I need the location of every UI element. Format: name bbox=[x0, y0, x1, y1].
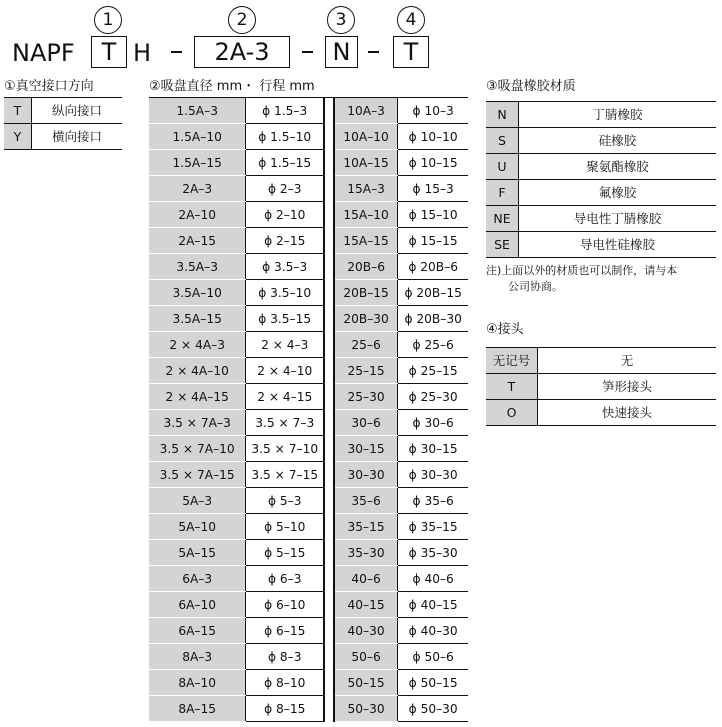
model-h: H bbox=[133, 39, 152, 67]
column-gap bbox=[324, 488, 334, 514]
code-cell-left: 3.5A–10 bbox=[149, 280, 246, 306]
separator-dash-2 bbox=[302, 51, 313, 53]
column-gap bbox=[324, 514, 334, 540]
code-cell-right: 30–30 bbox=[334, 462, 398, 488]
code-cell-left: 8A–15 bbox=[149, 696, 246, 722]
column-gap bbox=[324, 384, 334, 410]
diameter-stroke-table bbox=[149, 97, 468, 722]
code-cell-left: 8A–3 bbox=[149, 644, 246, 670]
size-cell-left: ϕ 5–3 bbox=[246, 488, 324, 514]
table-row bbox=[486, 232, 716, 258]
table-row bbox=[149, 436, 468, 462]
code-cell-right: 15A–15 bbox=[334, 228, 398, 254]
size-cell-left: ϕ 1.5–3 bbox=[246, 98, 324, 124]
column-gap bbox=[324, 280, 334, 306]
table-row bbox=[149, 540, 468, 566]
code-cell-right: 50–6 bbox=[334, 644, 398, 670]
size-cell-left: ϕ 6–3 bbox=[246, 566, 324, 592]
code-cell-left: 1.5A–15 bbox=[149, 150, 246, 176]
table-row bbox=[149, 254, 468, 280]
desc-cell: 导电性丁腈橡胶 bbox=[519, 206, 717, 232]
desc-cell: 笋形接头 bbox=[538, 374, 717, 400]
column-gap bbox=[324, 670, 334, 696]
size-cell-left: 2 × 4–15 bbox=[246, 384, 324, 410]
size-cell-right: ϕ 25–30 bbox=[398, 384, 468, 410]
code-cell: T bbox=[4, 98, 32, 124]
size-cell-left: ϕ 8–15 bbox=[246, 696, 324, 722]
desc-cell: 横向接口 bbox=[32, 124, 123, 150]
column-gap bbox=[324, 618, 334, 644]
size-cell-left: ϕ 5–15 bbox=[246, 540, 324, 566]
code-cell-left: 6A–15 bbox=[149, 618, 246, 644]
size-cell-right: ϕ 40–6 bbox=[398, 566, 468, 592]
size-cell-left: ϕ 8–3 bbox=[246, 644, 324, 670]
code-cell: NE bbox=[486, 206, 519, 232]
rubber-material-table bbox=[486, 101, 716, 258]
code-cell-right: 15A–10 bbox=[334, 202, 398, 228]
note-line-1: 注)上面以外的材质也可以制作，请与本 bbox=[486, 264, 678, 277]
table-row bbox=[486, 348, 716, 374]
size-cell-left: ϕ 2–10 bbox=[246, 202, 324, 228]
code-cell: S bbox=[486, 128, 519, 154]
box-fitting: T bbox=[393, 36, 429, 68]
table-row bbox=[149, 124, 468, 150]
column-gap bbox=[324, 566, 334, 592]
code-cell-right: 25–30 bbox=[334, 384, 398, 410]
size-cell-right: ϕ 10–10 bbox=[398, 124, 468, 150]
code-cell: SE bbox=[486, 232, 519, 258]
model-prefix: NAPF bbox=[12, 39, 75, 67]
column-gap bbox=[324, 124, 334, 150]
code-cell-right: 40–15 bbox=[334, 592, 398, 618]
desc-cell: 纵向接口 bbox=[32, 98, 123, 124]
code-cell: U bbox=[486, 154, 519, 180]
connection-direction-table bbox=[4, 97, 122, 150]
column-gap bbox=[324, 150, 334, 176]
box-rubber-material: N bbox=[325, 36, 358, 68]
marker-4: 4 bbox=[397, 6, 425, 34]
table-row bbox=[149, 98, 468, 124]
code-cell: O bbox=[486, 400, 538, 426]
code-cell-left: 2A–10 bbox=[149, 202, 246, 228]
code-cell-left: 3.5A–3 bbox=[149, 254, 246, 280]
table-row bbox=[486, 180, 716, 206]
table-row bbox=[149, 462, 468, 488]
code-cell: N bbox=[486, 102, 519, 128]
size-cell-left: ϕ 8–10 bbox=[246, 670, 324, 696]
size-cell-left: ϕ 3.5–3 bbox=[246, 254, 324, 280]
table-row bbox=[4, 124, 122, 150]
table-row bbox=[486, 154, 716, 180]
column-gap bbox=[324, 436, 334, 462]
code-cell-left: 6A–3 bbox=[149, 566, 246, 592]
table-row bbox=[149, 696, 468, 722]
size-cell-right: ϕ 35–30 bbox=[398, 540, 468, 566]
table-row bbox=[486, 102, 716, 128]
table-row bbox=[149, 306, 468, 332]
table-row bbox=[149, 618, 468, 644]
table-row bbox=[149, 176, 468, 202]
separator-dash-1 bbox=[171, 51, 182, 53]
code-cell-right: 35–30 bbox=[334, 540, 398, 566]
size-cell-right: ϕ 10–15 bbox=[398, 150, 468, 176]
column-gap bbox=[324, 592, 334, 618]
code-cell-right: 50–30 bbox=[334, 696, 398, 722]
size-cell-right: ϕ 30–30 bbox=[398, 462, 468, 488]
desc-cell: 氟橡胶 bbox=[519, 180, 717, 206]
code-cell-left: 8A–10 bbox=[149, 670, 246, 696]
size-cell-left: ϕ 6–10 bbox=[246, 592, 324, 618]
table-row bbox=[486, 128, 716, 154]
size-cell-right: ϕ 50–15 bbox=[398, 670, 468, 696]
table-row bbox=[149, 670, 468, 696]
table-row bbox=[149, 202, 468, 228]
size-cell-right: ϕ 35–15 bbox=[398, 514, 468, 540]
column-gap bbox=[324, 332, 334, 358]
desc-cell: 聚氨酯橡胶 bbox=[519, 154, 717, 180]
code-cell-right: 10A–3 bbox=[334, 98, 398, 124]
column-gap bbox=[324, 202, 334, 228]
desc-cell: 导电性硅橡胶 bbox=[519, 232, 717, 258]
size-cell-right: ϕ 25–6 bbox=[398, 332, 468, 358]
table-row bbox=[149, 592, 468, 618]
size-cell-right: ϕ 20B–30 bbox=[398, 306, 468, 332]
code-cell-right: 20B–6 bbox=[334, 254, 398, 280]
column-gap bbox=[324, 98, 334, 124]
column-gap bbox=[324, 176, 334, 202]
section4-title: ④接头 bbox=[486, 322, 524, 337]
column-gap bbox=[324, 254, 334, 280]
fitting-table bbox=[486, 347, 716, 426]
size-cell-right: ϕ 30–15 bbox=[398, 436, 468, 462]
table-row bbox=[149, 514, 468, 540]
size-cell-left: ϕ 2–15 bbox=[246, 228, 324, 254]
code-cell-right: 50–15 bbox=[334, 670, 398, 696]
size-cell-left: 3.5 × 7–15 bbox=[246, 462, 324, 488]
code-cell-left: 3.5 × 7A–3 bbox=[149, 410, 246, 436]
size-cell-right: ϕ 50–6 bbox=[398, 644, 468, 670]
size-cell-left: ϕ 3.5–15 bbox=[246, 306, 324, 332]
code-cell-right: 15A–3 bbox=[334, 176, 398, 202]
column-gap bbox=[324, 358, 334, 384]
size-cell-right: ϕ 10–3 bbox=[398, 98, 468, 124]
table-row bbox=[149, 332, 468, 358]
code-cell-right: 10A–15 bbox=[334, 150, 398, 176]
size-cell-left: ϕ 2–3 bbox=[246, 176, 324, 202]
table-row bbox=[149, 228, 468, 254]
table-row bbox=[149, 566, 468, 592]
code-cell-left: 5A–15 bbox=[149, 540, 246, 566]
code-cell-right: 25–15 bbox=[334, 358, 398, 384]
size-cell-left: ϕ 3.5–10 bbox=[246, 280, 324, 306]
size-cell-left: ϕ 5–10 bbox=[246, 514, 324, 540]
table-row bbox=[486, 206, 716, 232]
code-cell-left: 6A–10 bbox=[149, 592, 246, 618]
size-cell-right: ϕ 20B–6 bbox=[398, 254, 468, 280]
code-cell-right: 40–6 bbox=[334, 566, 398, 592]
column-gap bbox=[324, 462, 334, 488]
column-gap bbox=[324, 306, 334, 332]
code-cell-left: 3.5A–15 bbox=[149, 306, 246, 332]
code-cell-left: 2 × 4A–10 bbox=[149, 358, 246, 384]
desc-cell: 硅橡胶 bbox=[519, 128, 717, 154]
code-cell-right: 10A–10 bbox=[334, 124, 398, 150]
marker-2: 2 bbox=[228, 6, 256, 34]
table-row bbox=[149, 644, 468, 670]
code-cell: F bbox=[486, 180, 519, 206]
size-cell-left: ϕ 6–15 bbox=[246, 618, 324, 644]
size-cell-right: ϕ 15–15 bbox=[398, 228, 468, 254]
size-cell-left: ϕ 1.5–15 bbox=[246, 150, 324, 176]
size-cell-right: ϕ 40–15 bbox=[398, 592, 468, 618]
code-cell-right: 35–6 bbox=[334, 488, 398, 514]
material-note bbox=[486, 263, 718, 295]
code-cell: T bbox=[486, 374, 538, 400]
size-cell-left: 3.5 × 7–10 bbox=[246, 436, 324, 462]
size-cell-left: 2 × 4–10 bbox=[246, 358, 324, 384]
table-row bbox=[149, 358, 468, 384]
table-row bbox=[486, 374, 716, 400]
code-cell-right: 40–30 bbox=[334, 618, 398, 644]
box-diameter-stroke: 2A-3 bbox=[194, 36, 290, 68]
code-cell-left: 3.5 × 7A–10 bbox=[149, 436, 246, 462]
code-cell-right: 25–6 bbox=[334, 332, 398, 358]
code-cell: 无记号 bbox=[486, 348, 538, 374]
code-cell-left: 2A–15 bbox=[149, 228, 246, 254]
code-cell-left: 3.5 × 7A–15 bbox=[149, 462, 246, 488]
code-cell-left: 1.5A–3 bbox=[149, 98, 246, 124]
separator-dash-3 bbox=[368, 51, 379, 53]
size-cell-right: ϕ 20B–15 bbox=[398, 280, 468, 306]
box-connection-direction: T bbox=[91, 36, 127, 68]
code-cell-left: 2 × 4A–15 bbox=[149, 384, 246, 410]
column-gap bbox=[324, 644, 334, 670]
code-cell-left: 5A–10 bbox=[149, 514, 246, 540]
desc-cell: 丁腈橡胶 bbox=[519, 102, 717, 128]
marker-1: 1 bbox=[94, 6, 122, 34]
column-gap bbox=[324, 410, 334, 436]
desc-cell: 无 bbox=[538, 348, 717, 374]
table-row bbox=[149, 280, 468, 306]
code-cell-left: 2A–3 bbox=[149, 176, 246, 202]
code-cell-left: 2 × 4A–3 bbox=[149, 332, 246, 358]
size-cell-left: 3.5 × 7–3 bbox=[246, 410, 324, 436]
table-row bbox=[149, 384, 468, 410]
size-cell-right: ϕ 15–10 bbox=[398, 202, 468, 228]
code-cell-right: 30–6 bbox=[334, 410, 398, 436]
table-row bbox=[149, 410, 468, 436]
size-cell-right: ϕ 15–3 bbox=[398, 176, 468, 202]
size-cell-right: ϕ 40–30 bbox=[398, 618, 468, 644]
code-cell-right: 20B–30 bbox=[334, 306, 398, 332]
size-cell-right: ϕ 35–6 bbox=[398, 488, 468, 514]
column-gap bbox=[324, 540, 334, 566]
size-cell-left: ϕ 1.5–10 bbox=[246, 124, 324, 150]
size-cell-right: ϕ 30–6 bbox=[398, 410, 468, 436]
table-row bbox=[486, 400, 716, 426]
code-cell: Y bbox=[4, 124, 32, 150]
note-line-2: 公司协商。 bbox=[508, 280, 563, 293]
section2-title: ②吸盘直径 mm・ 行程 mm bbox=[149, 79, 315, 94]
code-cell-left: 1.5A–10 bbox=[149, 124, 246, 150]
section3-title: ③吸盘橡胶材质 bbox=[486, 79, 576, 94]
code-cell-right: 35–15 bbox=[334, 514, 398, 540]
column-gap bbox=[324, 696, 334, 722]
code-cell-left: 5A–3 bbox=[149, 488, 246, 514]
desc-cell: 快速接头 bbox=[538, 400, 717, 426]
size-cell-right: ϕ 25–15 bbox=[398, 358, 468, 384]
column-gap bbox=[324, 228, 334, 254]
table-row bbox=[149, 488, 468, 514]
size-cell-left: 2 × 4–3 bbox=[246, 332, 324, 358]
table-row bbox=[4, 98, 122, 124]
code-cell-right: 30–15 bbox=[334, 436, 398, 462]
table-row bbox=[149, 150, 468, 176]
marker-3: 3 bbox=[327, 6, 355, 34]
section1-title: ①真空接口方向 bbox=[4, 79, 94, 94]
code-cell-right: 20B–15 bbox=[334, 280, 398, 306]
size-cell-right: ϕ 50–30 bbox=[398, 696, 468, 722]
